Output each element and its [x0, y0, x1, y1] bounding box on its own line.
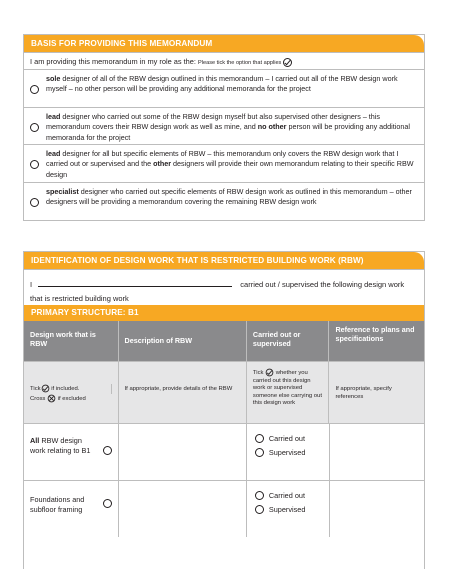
designer-name-field[interactable]: [38, 278, 232, 287]
structure-title: PRIMARY STRUCTURE: B1: [24, 305, 424, 321]
supervised-option[interactable]: Supervised: [255, 448, 323, 457]
reference-field[interactable]: [330, 424, 424, 480]
basis-intro-note: Please tick the option that applies: [198, 60, 282, 66]
basis-intro: I am providing this memorandum in my role as the: Please tick the option that applies: [24, 52, 424, 69]
radio-sole[interactable]: [30, 85, 39, 94]
tick-icon: [283, 58, 292, 67]
include-checkbox-foundations[interactable]: [103, 499, 112, 508]
description-field[interactable]: [119, 481, 247, 537]
identification-title: IDENTIFICATION OF DESIGN WORK THAT IS RESTRICTED BUILDING WORK (RBW): [24, 252, 424, 269]
radio-specialist[interactable]: [30, 198, 39, 207]
tick-icon: [266, 369, 274, 377]
supervised-option[interactable]: Supervised: [255, 505, 323, 514]
reference-field[interactable]: [330, 481, 424, 537]
table-header: Design work that is RBW Description of RBW Carried out or supervised Reference to plans and specifications: [24, 321, 424, 361]
option-sole[interactable]: sole designer of all of the RBW design outlined in this memorandum – I carried out all of the RBW design work myself – no other person will be providing any additional memoranda for the project: [24, 69, 424, 107]
option-lead-all[interactable]: lead designer who carried out some of the RBW design myself but also supervised other designers – this memorandum covers their RBW design work as well as mine, and no other person will be providing any additional memoranda for the project: [24, 107, 424, 144]
radio-lead-all[interactable]: [30, 123, 39, 132]
option-specialist[interactable]: specialist designer who carried out specific elements of RBW design work as outlined in this memorandum – other designers will be providing a memorandum covering the remaining RBW design work: [24, 182, 424, 220]
radio-lead-partial[interactable]: [30, 160, 39, 169]
include-checkbox-all[interactable]: [103, 446, 112, 455]
option-lead-partial[interactable]: lead designer for all but specific elements of RBW – this memorandum only covers the RBW design work that I carried out or supervised and the other designers will provide their own memorandum relating to their specific RBW design: [24, 144, 424, 182]
description-field[interactable]: [119, 424, 247, 480]
table-row: All RBW design work relating to B1 Carried out Supervised: [24, 423, 424, 480]
identification-statement: I carried out / supervised the following design work that is restricted building work: [24, 269, 424, 305]
carried-out-option[interactable]: Carried out: [255, 491, 323, 500]
basis-section: [23, 34, 425, 221]
identification-section: [23, 251, 425, 569]
carried-out-option[interactable]: Carried out: [255, 434, 323, 443]
cross-icon: [48, 394, 56, 402]
tick-icon: [41, 385, 49, 393]
table-instructions: Tick if included. Cross if excluded If appropriate, provide details of the RBW Tick whether you carried out this design work or supervised someone else carrying out this design work If appropriate, specify references: [24, 361, 424, 423]
table-row: Foundations and subfloor framing Carried out Supervised: [24, 480, 424, 537]
basis-title: BASIS FOR PROVIDING THIS MEMORANDUM: [24, 35, 424, 52]
